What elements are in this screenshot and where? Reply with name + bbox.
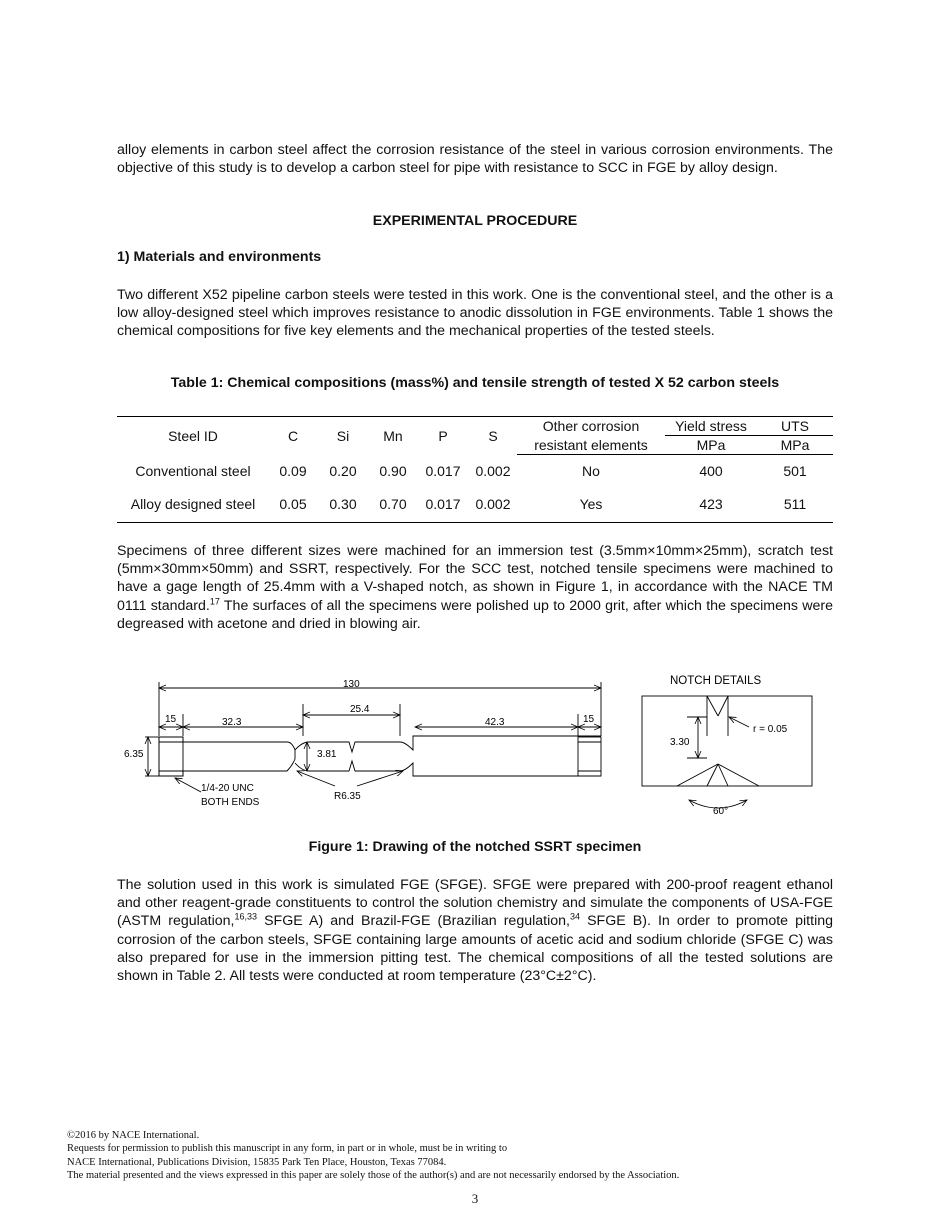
- dim-shoulder-right: 42.3: [485, 717, 505, 728]
- cell-c: 0.05: [269, 487, 317, 523]
- header-uts: UTS: [757, 417, 833, 436]
- header-yield: Yield stress: [665, 417, 757, 436]
- specimens-paragraph: [117, 542, 833, 633]
- footer-line-2: Requests for permission to publish this manuscript in any form, in part or in whole, must be in writing to: [67, 1143, 508, 1155]
- reference-16-33: 16,33: [234, 911, 258, 922]
- dim-notch-diameter: 3.81: [317, 749, 337, 760]
- cell-mn: 0.70: [369, 487, 417, 523]
- cell-other: No: [582, 462, 600, 479]
- header-other-line2: resistant elements: [517, 436, 665, 455]
- intro-paragraph: alloy elements in carbon steel affect the corrosion resistance of the steel in various corrosion environments. The objective of this study is to develop a carbon steel for pipe with resistance to SCC in FGE by alloy design.: [117, 142, 833, 177]
- specimens-text-a: Specimens of three different sizes were machined for an immersion test (3.5mm×10mm×25mm), scratch test (5mm×30mm×50mm) and SSRT, respectively. For the SCC test, notched tensile specimens were machined to have a gage length of 25.4mm with a V-shaped notch, as shown in Figure 1, in accordance with the NACE TM 0111 standard.: [117, 543, 833, 614]
- reference-17: 17: [209, 595, 220, 606]
- solution-text-b: SFGE A) and Brazil-FGE (Brazilian regulation,: [257, 913, 570, 930]
- footer-line-3: NACE International, Publications Division, 15835 Park Ten Place, Houston, Texas 77084.: [67, 1156, 447, 1168]
- specimens-text-b: The surfaces of all the specimens were polished up to 2000 grit, after which the specimens were degreased with acetone and dried in blowing air.: [117, 597, 833, 632]
- cell-mn: 0.90: [379, 462, 407, 479]
- copyright-footer: [67, 1129, 679, 1183]
- dim-end-right: 15: [583, 714, 595, 725]
- notch-radius: r = 0.05: [753, 724, 788, 735]
- radius-label: R6.35: [334, 791, 361, 802]
- reference-34: 34: [569, 911, 580, 922]
- thread-label-2: BOTH ENDS: [201, 797, 260, 808]
- materials-paragraph: Two different X52 pipeline carbon steels were tested in this work. One is the conventional steel, and the other is a low alloy-designed steel which improves resistance to anodic dissolution in FGE environments. Table 1 shows the chemical compositions for five key elements and the mechanical properties of the tested steels.: [117, 287, 833, 340]
- dim-total: 130: [343, 679, 360, 690]
- composition-table: [117, 416, 833, 523]
- specimen-drawing: [117, 670, 833, 820]
- dim-end-left: 15: [165, 714, 177, 725]
- cell-si: 0.30: [317, 487, 369, 523]
- solution-paragraph: [117, 876, 833, 985]
- header-uts-unit: MPa: [757, 436, 833, 455]
- header-steel-id: Steel ID: [117, 417, 269, 455]
- cell-other: Yes: [517, 487, 665, 523]
- cell-s: 0.002: [469, 487, 517, 523]
- cell-uts: 501: [783, 462, 807, 479]
- footer-line-1: ©2016 by NACE International.: [67, 1130, 200, 1141]
- header-si: Si: [317, 417, 369, 455]
- notch-angle: 60°: [713, 806, 729, 817]
- subsection-heading: 1) Materials and environments: [117, 249, 322, 265]
- cell-p: 0.017: [417, 487, 469, 523]
- header-p: P: [417, 417, 469, 455]
- dim-diameter: 6.35: [124, 749, 144, 760]
- figure1-caption: Figure 1: Drawing of the notched SSRT specimen: [308, 839, 642, 855]
- header-c: C: [269, 417, 317, 455]
- section-heading: EXPERIMENTAL PROCEDURE: [372, 213, 578, 229]
- solution-text-c: SFGE B). In order to promote pitting corrosion of the carbon steels, SFGE containing large amounts of acetic acid and sodium chloride (SFGE C) was also prepared for use in the immersion pitting test. The chemical compositions of all the tested solutions are shown in Table 2. All tests were conducted at room temperature (23°C±2°C).: [117, 913, 833, 985]
- table-row: [117, 455, 833, 487]
- cell-id: Alloy designed steel: [117, 487, 269, 523]
- cell-c: 0.09: [279, 462, 307, 479]
- cell-s: 0.002: [475, 462, 511, 479]
- figure1: [117, 670, 833, 825]
- cell-yield: 423: [665, 487, 757, 523]
- cell-uts: 511: [757, 487, 833, 523]
- cell-p: 0.017: [425, 462, 461, 479]
- header-mn: Mn: [369, 417, 417, 455]
- notch-title: NOTCH DETAILS: [670, 675, 762, 687]
- table1-caption: Table 1: Chemical compositions (mass%) and tensile strength of tested X 52 carbon steels: [170, 375, 780, 391]
- table-row: [117, 487, 833, 523]
- thread-label-1: 1/4-20 UNC: [201, 783, 254, 794]
- table-header-row: [117, 417, 833, 436]
- header-other-line1: Other corrosion: [517, 417, 665, 436]
- cell-id: Conventional steel: [135, 462, 251, 479]
- footer-line-4: The material presented and the views expressed in this paper are solely those of the author(s) and are not necessarily endorsed by the Association.: [67, 1170, 680, 1182]
- solution-text-a: The solution used in this work is simulated FGE (SFGE). SFGE were prepared with 200-proof reagent ethanol and other reagent-grade constituents to control the solution chemistry and simulate the components of USA-FGE (ASTM regulation,: [117, 877, 833, 930]
- dim-gage: 25.4: [350, 704, 370, 715]
- cell-yield: 400: [699, 462, 723, 479]
- notch-depth: 3.30: [670, 737, 690, 748]
- page-number: 3: [471, 1191, 479, 1206]
- header-s: S: [469, 417, 517, 455]
- header-yield-unit: MPa: [665, 436, 757, 455]
- dim-shoulder-left: 32.3: [222, 717, 242, 728]
- cell-si: 0.20: [329, 462, 357, 479]
